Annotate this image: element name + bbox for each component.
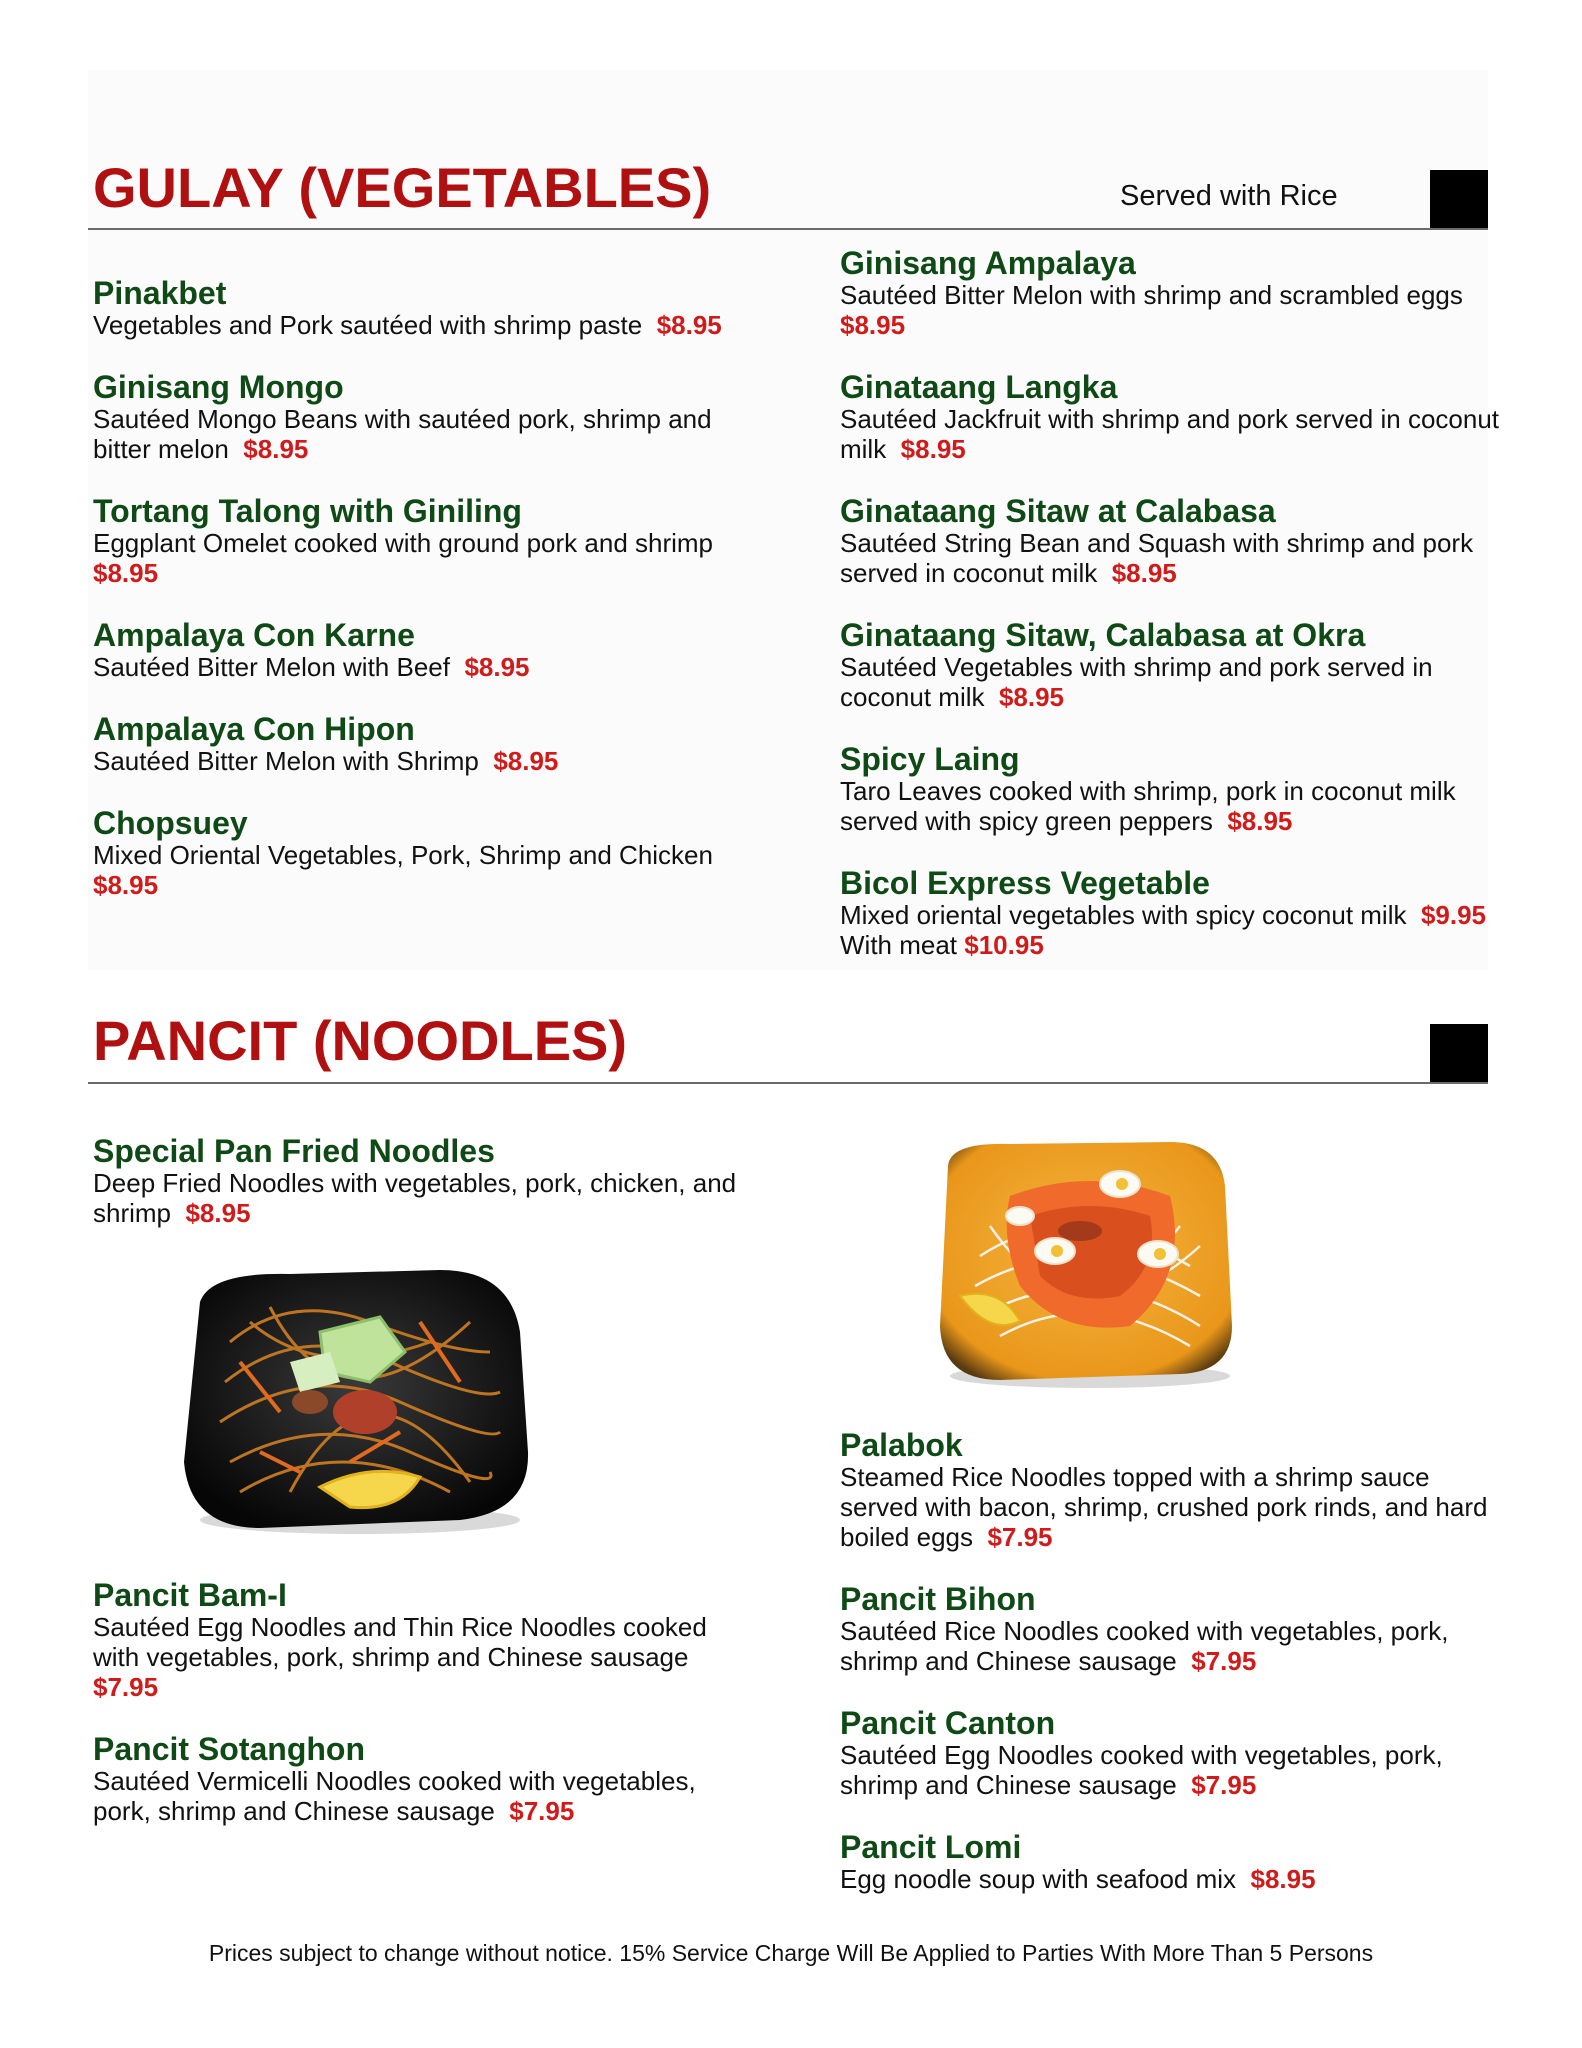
- menu-item-price: $7.95: [1191, 1646, 1257, 1676]
- menu-item-description-line: [840, 1740, 1500, 1800]
- menu-item-description-line: [93, 310, 753, 340]
- menu-item-price: $8.95: [840, 310, 906, 340]
- menu-item: [93, 806, 753, 900]
- menu-item: [840, 866, 1500, 960]
- noodles-right-column: [840, 1428, 1500, 1894]
- menu-item: [840, 370, 1500, 464]
- menu-item-price: $7.95: [93, 1672, 159, 1702]
- menu-item: [93, 1732, 753, 1826]
- menu-item-name: Ginataang Sitaw, Calabasa at Okra: [840, 617, 1366, 653]
- menu-item-name: Special Pan Fried Noodles: [93, 1133, 495, 1169]
- vegetables-divider: [88, 228, 1488, 230]
- noodles-divider: [88, 1082, 1488, 1084]
- menu-item: [840, 494, 1500, 588]
- vegetables-right-column: [840, 246, 1500, 960]
- menu-item-description-line: [93, 840, 753, 900]
- menu-item: [840, 246, 1500, 340]
- menu-item-description: Taro Leaves cooked with shrimp, pork in coconut milk served with spicy green peppers: [840, 776, 1456, 836]
- menu-item: [93, 276, 753, 340]
- menu-item: [93, 1134, 753, 1228]
- served-with-rice-note: Served with Rice: [1120, 180, 1338, 212]
- menu-item-price: $8.95: [1227, 806, 1293, 836]
- menu-item-description: Sautéed Jackfruit with shrimp and pork served in coconut milk: [840, 404, 1500, 464]
- menu-item: [93, 494, 753, 588]
- menu-item-description-line: [840, 1616, 1500, 1676]
- menu-item-description: Sautéed Bitter Melon with shrimp and scrambled eggs: [840, 280, 1463, 310]
- menu-item-name: Spicy Laing: [840, 741, 1020, 777]
- menu-item-description: Sautéed String Bean and Squash with shrimp and pork served in coconut milk: [840, 528, 1474, 588]
- menu-item-name: Ginataang Sitaw at Calabasa: [840, 493, 1276, 529]
- menu-item-description-line: [93, 404, 753, 464]
- menu-item-description-line: [840, 528, 1500, 588]
- vegetables-left-column: [93, 276, 753, 900]
- menu-item-extra-description: With meat: [840, 930, 958, 960]
- menu-item: [840, 618, 1500, 712]
- menu-item: [840, 1582, 1500, 1676]
- menu-item-description-line: [93, 746, 753, 776]
- menu-item-price: $7.95: [987, 1522, 1053, 1552]
- noodles-left-bottom-column: [93, 1578, 753, 1826]
- menu-item-description: Sautéed Egg Noodles and Thin Rice Noodles cooked with vegetables, pork, shrimp and Chinese sausage: [93, 1612, 707, 1672]
- menu-item-price: $8.95: [998, 682, 1065, 712]
- pan-fried-noodles-photo: [170, 1262, 540, 1542]
- menu-item-description: Mixed Oriental Vegetables, Pork, Shrimp and Chicken: [93, 840, 713, 870]
- menu-item-name: Ampalaya Con Karne: [93, 617, 415, 653]
- menu-item-price: $8.95: [185, 1198, 251, 1228]
- menu-item-extra-price: $10.95: [964, 930, 1044, 960]
- menu-item-price: $8.95: [93, 558, 159, 588]
- menu-item-price: $8.95: [656, 310, 722, 340]
- menu-item-name: Tortang Talong with Giniling: [93, 493, 522, 529]
- menu-item-description: Sautéed Rice Noodles cooked with vegetables, pork, shrimp and Chinese sausage: [840, 1616, 1449, 1676]
- menu-item-name: Pancit Bam-I: [93, 1577, 287, 1613]
- menu-item-name: Bicol Express Vegetable: [840, 865, 1210, 901]
- menu-item: [93, 712, 753, 776]
- menu-item: [93, 370, 753, 464]
- menu-item-price: $8.95: [493, 746, 559, 776]
- section-marker-square: [1430, 1024, 1488, 1082]
- menu-item: [93, 618, 753, 682]
- menu-item-description: Sautéed Mongo Beans with sautéed pork, shrimp and bitter melon: [93, 404, 712, 464]
- menu-item-description-line: [840, 776, 1500, 836]
- menu-item: [840, 742, 1500, 836]
- menu-item-name: Pancit Sotanghon: [93, 1731, 365, 1767]
- menu-item-description-line: [93, 652, 753, 682]
- menu-item-description: Sautéed Egg Noodles cooked with vegetables, pork, shrimp and Chinese sausage: [840, 1740, 1443, 1800]
- menu-item-description-line: [840, 404, 1500, 464]
- menu-item-description-line: [840, 652, 1500, 712]
- menu-item-name: Ginisang Ampalaya: [840, 245, 1136, 281]
- menu-item-description-line: [840, 1864, 1500, 1894]
- menu-item-description-line: [93, 528, 753, 588]
- menu-item-description-line: [93, 1766, 753, 1826]
- menu-item-name: Ginisang Mongo: [93, 369, 344, 405]
- menu-item-price: $8.95: [900, 434, 966, 464]
- menu-item-description-line: [840, 900, 1500, 930]
- menu-item-price: $8.95: [1111, 558, 1177, 588]
- menu-item-description: Vegetables and Pork sautéed with shrimp paste: [93, 310, 643, 340]
- menu-item: [840, 1706, 1500, 1800]
- menu-item: [840, 1830, 1500, 1894]
- menu-item-description-line: [840, 1462, 1500, 1552]
- menu-item-name: Pinakbet: [93, 275, 227, 311]
- menu-item-name: Ampalaya Con Hipon: [93, 711, 415, 747]
- menu-item-name: Pancit Bihon: [840, 1581, 1036, 1617]
- noodles-section-title: PANCIT (NOODLES): [93, 1009, 628, 1072]
- menu-item-name: Pancit Lomi: [840, 1829, 1022, 1865]
- menu-item-description: Eggplant Omelet cooked with ground pork and shrimp: [93, 528, 714, 558]
- palabok-photo: [920, 1136, 1250, 1396]
- vegetables-section-title: GULAY (VEGETABLES): [93, 156, 712, 219]
- section-marker-square: [1430, 170, 1488, 228]
- menu-item: [840, 1428, 1500, 1552]
- menu-item-description: Sautéed Bitter Melon with Shrimp: [93, 746, 479, 776]
- menu-item-description-line: [93, 1612, 753, 1702]
- menu-item-description: Sautéed Bitter Melon with Beef: [93, 652, 450, 682]
- menu-item-description: Steamed Rice Noodles topped with a shrimp sauce served with bacon, shrimp, crushed pork rinds, and hard boiled eggs: [840, 1462, 1488, 1552]
- menu-item-description: Sautéed Vegetables with shrimp and pork served in coconut milk: [840, 652, 1433, 712]
- menu-item-price: $8.95: [243, 434, 309, 464]
- menu-item-price: $8.95: [464, 652, 530, 682]
- menu-item-price: $7.95: [509, 1796, 575, 1826]
- menu-item-price: $7.95: [1191, 1770, 1257, 1800]
- menu-item-name: Palabok: [840, 1427, 963, 1463]
- menu-item-name: Ginataang Langka: [840, 369, 1118, 405]
- menu-item-price: $8.95: [93, 870, 159, 900]
- menu-item-description: Egg noodle soup with seafood mix: [840, 1864, 1237, 1894]
- menu-item-description: Sautéed Vermicelli Noodles cooked with vegetables, pork, shrimp and Chinese sausage: [93, 1766, 696, 1826]
- menu-item-description: Mixed oriental vegetables with spicy coconut milk: [840, 900, 1407, 930]
- footer-disclaimer: Prices subject to change without notice. 15% Service Charge Will Be Applied to Parties With More Than 5 Persons: [208, 1940, 1374, 1966]
- menu-item: [93, 1578, 753, 1702]
- menu-item-description: Deep Fried Noodles with vegetables, pork, chicken, and shrimp: [93, 1168, 737, 1228]
- menu-item-name: Pancit Canton: [840, 1705, 1056, 1741]
- menu-item-name: Chopsuey: [93, 805, 248, 841]
- menu-item-price: $8.95: [1250, 1864, 1316, 1894]
- menu-item-description-line: [93, 1168, 753, 1228]
- noodles-left-top-column: [93, 1134, 753, 1228]
- menu-item-extra-line: [840, 930, 1500, 960]
- menu-item-price: $9.95: [1420, 900, 1487, 930]
- menu-item-description-line: [840, 280, 1500, 340]
